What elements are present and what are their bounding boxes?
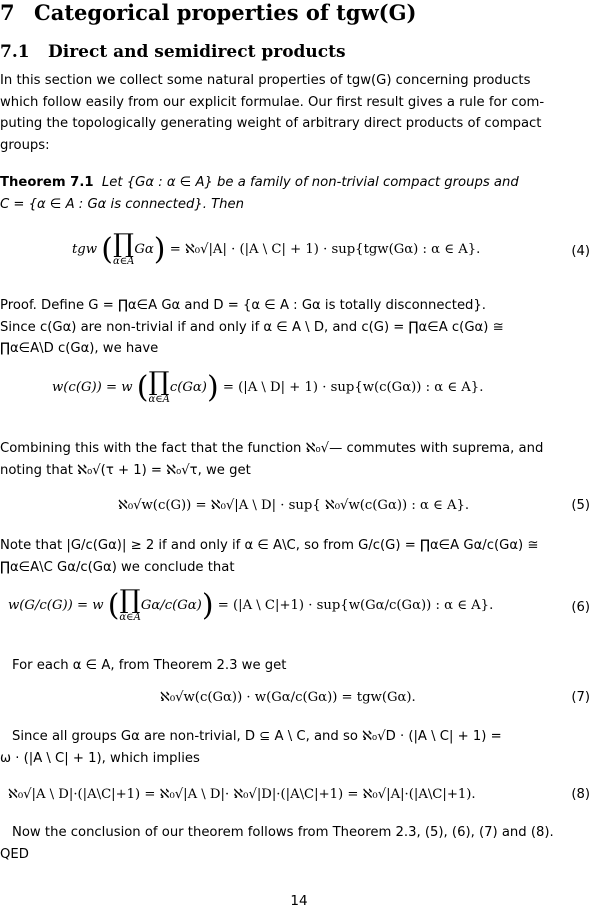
subsection-number: 7.1 bbox=[0, 42, 30, 62]
eq6-rhs: = (|A \ C|+1) · sup{w(Gα/c(Gα)) : α ∈ A}. bbox=[217, 598, 494, 613]
product-symbol: ∏ α∈A bbox=[119, 585, 141, 623]
page-number: 14 bbox=[290, 893, 308, 909]
product-symbol: ∏ α∈A bbox=[112, 229, 135, 267]
since-line: ω · (|A \ C| + 1), which implies bbox=[0, 750, 200, 766]
eq8-tag: (8) bbox=[571, 787, 590, 802]
combining-line: Combining this with the fact that the function ℵ₀√— commutes with suprema, and bbox=[0, 441, 544, 456]
eq4-prod-sub: α∈A bbox=[112, 256, 135, 267]
since-line: Since all groups Gα are non-trivial, D ⊆ A \ C, and so ℵ₀√D · (|A \ C| + 1) = bbox=[12, 729, 502, 744]
proof-paragraph bbox=[0, 295, 590, 360]
theorem-line: C = {α ∈ A : Gα is connected}. Then bbox=[0, 196, 244, 212]
qed-mark: QED bbox=[0, 846, 29, 862]
eq6-prod-sub: α∈A bbox=[119, 612, 141, 623]
note-paragraph bbox=[0, 535, 590, 578]
intro-line: groups: bbox=[0, 137, 50, 153]
intro-line: which follow easily from our explicit formulae. Our first result gives a rule for com- bbox=[0, 94, 545, 110]
eq6-prod-arg: Gα/c(Gα) bbox=[140, 598, 202, 613]
subsection-title: Direct and semidirect products bbox=[48, 42, 346, 62]
product-symbol: ∏ α∈A bbox=[148, 367, 170, 405]
section-title: Categorical properties of tgw(G) bbox=[34, 0, 417, 25]
proof-line: Proof. Define G = ∏α∈A Gα and D = {α ∈ A : Gα is totally disconnected}. bbox=[0, 298, 487, 313]
eq5-tag: (5) bbox=[571, 498, 590, 513]
section-heading bbox=[0, 0, 416, 25]
eq8-body: ℵ₀√|A \ D|·(|A\C|+1) = ℵ₀√|A \ D|· ℵ₀√|D|·(|A\C|+1) = ℵ₀√|A|·(|A\C|+1). bbox=[8, 787, 476, 802]
equation-6: w(G/c(G)) = w ( ∏ α∈A Gα/c(Gα)) = (|A \ C|+1) · sup{w(Gα/c(Gα)) : α ∈ A}. (6) bbox=[8, 585, 590, 623]
note-line: Note that |G/c(Gα)| ≥ 2 if and only if α ∈ A\C, so from G/c(G) = ∏α∈A Gα/c(Gα) ≅ bbox=[0, 538, 539, 553]
theorem-statement bbox=[0, 172, 590, 215]
conclusion-line: Now the conclusion of our theorem follows from Theorem 2.3, (5), (6), (7) and (8). bbox=[12, 825, 554, 840]
equation-8 bbox=[0, 787, 598, 811]
eq-wcg-rhs: = (|A \ D| + 1) · sup{w(c(Gα)) : α ∈ A}. bbox=[222, 380, 484, 395]
eq7-tag: (7) bbox=[571, 690, 590, 705]
eq-wcg-prod-arg: c(Gα) bbox=[169, 380, 207, 395]
intro-paragraph bbox=[0, 70, 590, 156]
combining-line: noting that ℵ₀√(τ + 1) = ℵ₀√τ, we get bbox=[0, 462, 251, 478]
eq7-body: ℵ₀√w(c(Gα)) · w(Gα/c(Gα)) = tgw(Gα). bbox=[160, 690, 416, 705]
eq4-rhs: = ℵ₀√|A| · (|A \ C| + 1) · sup{tgw(Gα) : α ∈ A}. bbox=[169, 242, 481, 257]
conclusion-paragraph bbox=[0, 822, 590, 865]
equation-7 bbox=[0, 690, 598, 714]
equation-5 bbox=[0, 498, 598, 522]
eq4-prod-arg: Gα bbox=[134, 242, 154, 257]
intro-line: In this section we collect some natural properties of tgw(G) concerning products bbox=[0, 73, 531, 88]
note-line: ∏α∈A\C Gα/c(Gα) we conclude that bbox=[0, 559, 235, 575]
foreach-paragraph bbox=[12, 655, 590, 677]
theorem-line: Let {Gα : α ∈ A} be a family of non-trivial compact groups and bbox=[101, 175, 519, 190]
eq6-tag: (6) bbox=[571, 600, 590, 615]
combining-paragraph bbox=[0, 438, 590, 481]
eq-wcg-prod-sub: α∈A bbox=[148, 394, 170, 405]
proof-line: ∏α∈A\D c(Gα), we have bbox=[0, 341, 159, 356]
eq-wcg-lhs: w(c(G)) = w bbox=[52, 380, 133, 395]
section-number: 7 bbox=[0, 0, 15, 25]
theorem-label: Theorem 7.1 bbox=[0, 175, 94, 190]
eq4-lhs: tgw bbox=[72, 242, 98, 257]
intro-line: puting the topologically generating weight of arbitrary direct products of compact bbox=[0, 116, 542, 131]
subsection-heading bbox=[0, 42, 346, 62]
foreach-line: For each α ∈ A, from Theorem 2.3 we get bbox=[12, 658, 287, 673]
since-paragraph bbox=[0, 726, 590, 769]
eq6-lhs: w(G/c(G)) = w bbox=[8, 598, 104, 613]
eq5-body: ℵ₀√w(c(G)) = ℵ₀√|A \ D| · sup{ ℵ₀√w(c(Gα)) : α ∈ A}. bbox=[118, 498, 470, 513]
equation-wcg: w(c(G)) = w ( ∏ α∈A c(Gα)) = (|A \ D| + 1) · sup{w(c(Gα)) : α ∈ A}. bbox=[52, 367, 484, 405]
proof-line: Since c(Gα) are non-trivial if and only if α ∈ A \ D, and c(G) = ∏α∈A c(Gα) ≅ bbox=[0, 319, 504, 335]
equation-4: tgw ( ∏ α∈A Gα) = ℵ₀√|A| · (|A \ C| + 1) · sup{tgw(Gα) : α ∈ A}. (4) bbox=[72, 229, 590, 267]
eq4-tag: (4) bbox=[571, 244, 590, 259]
